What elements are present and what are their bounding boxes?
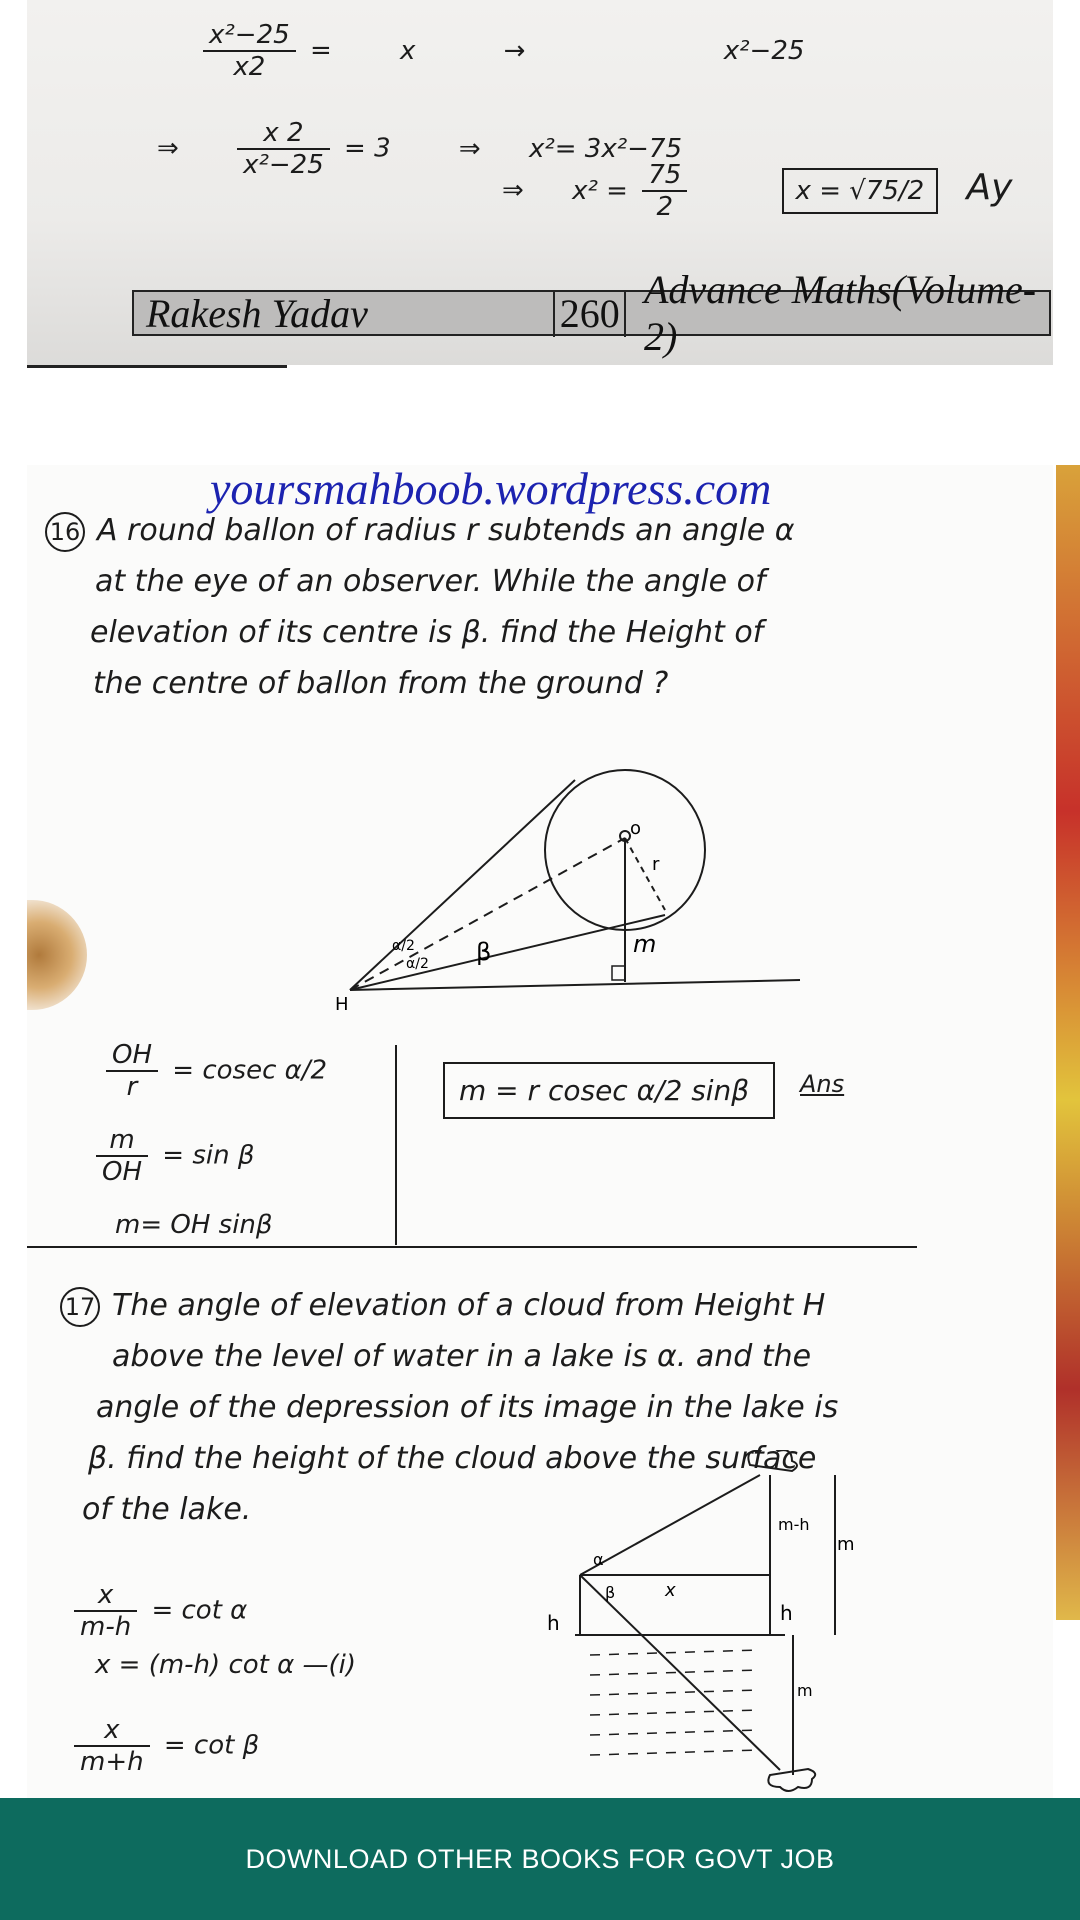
- q17-work-line-3: [68, 1715, 259, 1777]
- fraction: [642, 160, 687, 222]
- label-alpha-half-2: α/2: [406, 956, 429, 972]
- label-o: o: [630, 818, 642, 839]
- ground-line: [350, 980, 800, 990]
- question-17-line-1: [60, 1280, 910, 1331]
- fraction-denominator: 2: [656, 192, 673, 222]
- label-x: x: [665, 1580, 676, 1601]
- background-fabric-strip: [1056, 465, 1080, 1620]
- fraction-numerator: x²−25: [203, 20, 296, 52]
- tail-term: x²−25: [723, 35, 805, 66]
- label-h-right: h: [780, 1601, 793, 1625]
- question-text: above the level of water in a lake is α. and the: [112, 1339, 812, 1374]
- fraction-numerator: x 2: [237, 118, 330, 150]
- equation-row-1: [197, 20, 804, 82]
- label-beta: β: [605, 1583, 616, 1602]
- label-beta: β: [476, 938, 492, 966]
- label-m: m: [837, 1534, 855, 1555]
- balloon-diagram: [330, 760, 810, 1020]
- cloud-image-icon: [768, 1769, 815, 1791]
- scan-edge-line: [27, 365, 287, 374]
- q16-work-line-3: m= OH sinβ: [115, 1210, 273, 1240]
- question-text: at the eye of an observer. While the angle of: [95, 564, 766, 599]
- answer-mark: Ay: [966, 166, 1013, 208]
- tangent-upper: [350, 780, 575, 990]
- label-h-left: h: [547, 1611, 560, 1635]
- question-text: The angle of elevation of a cloud from Height H: [112, 1288, 826, 1323]
- fraction: [74, 1580, 137, 1642]
- fraction: [237, 118, 330, 180]
- fraction-denominator: x²−25: [243, 150, 324, 180]
- download-books-button[interactable]: [0, 1798, 1080, 1920]
- q16-work-line-1: [100, 1040, 327, 1102]
- water-hatching: [590, 1650, 760, 1755]
- question-text: elevation of its centre is β. find the Height of: [90, 615, 764, 650]
- q16-work-line-2: [90, 1125, 254, 1187]
- implies-arrow: ⇒: [502, 175, 524, 206]
- previous-page-scan: [27, 0, 1053, 365]
- answer-label: Ans: [800, 1070, 845, 1098]
- fraction-numerator: m: [96, 1125, 148, 1157]
- implies-arrow: ⇒: [458, 133, 481, 164]
- equation-row-3: [502, 160, 1012, 222]
- label-alpha: α: [593, 1550, 604, 1569]
- question-text: angle of the depression of its image in the lake is: [96, 1390, 839, 1425]
- book-title: Advance Maths(Volume-2): [644, 267, 1037, 359]
- label-alpha-half-1: α/2: [392, 938, 415, 954]
- fraction-numerator: x: [74, 1580, 137, 1612]
- label-h: H: [335, 994, 349, 1015]
- depression-line: [580, 1575, 780, 1770]
- rhs-term: = cosec α/2: [172, 1055, 328, 1086]
- arrow: →: [503, 35, 526, 66]
- author-name: Rakesh Yadav: [146, 290, 368, 336]
- cloud-icon: [748, 1450, 797, 1471]
- fraction-numerator: OH: [106, 1040, 158, 1072]
- fraction: [106, 1040, 158, 1102]
- horizontal-divider: [27, 1246, 917, 1248]
- question-text: A round ballon of radius r subtends an angle α: [97, 513, 795, 548]
- label-m: m: [633, 930, 657, 958]
- question-16-line-1: [45, 505, 865, 556]
- fraction-denominator: m+h: [80, 1747, 144, 1777]
- fraction-denominator: x2: [233, 52, 266, 82]
- q17-work-line-2: x = (m-h) cot α —(i): [95, 1650, 357, 1680]
- fraction: [74, 1715, 150, 1777]
- equals-sign: =: [309, 35, 332, 66]
- question-number: 17: [60, 1287, 100, 1327]
- fraction-numerator: 75: [642, 160, 687, 192]
- fraction-numerator: x: [74, 1715, 150, 1747]
- answer-box: m = r cosec α/2 sinβ: [443, 1062, 775, 1119]
- fraction-denominator: m-h: [80, 1612, 132, 1642]
- q17-work-line-1: [68, 1580, 247, 1642]
- page-number: 260: [553, 290, 626, 337]
- lhs-term: x² =: [572, 175, 628, 206]
- boxed-result: x = √75/2: [782, 168, 939, 214]
- rhs-term: = sin β: [162, 1140, 255, 1171]
- fraction-denominator: OH: [102, 1157, 143, 1187]
- fraction: [96, 1125, 148, 1187]
- book-footer-band: [132, 267, 1051, 359]
- label-m-minus-h: m-h: [778, 1515, 810, 1534]
- question-text: the centre of ballon from the ground ?: [93, 666, 669, 701]
- fraction-denominator: r: [126, 1072, 138, 1102]
- elevation-line: [580, 1475, 760, 1575]
- implies-arrow: ⇒: [157, 133, 179, 164]
- right-angle-mark: [612, 966, 625, 980]
- rhs-term: = cot β: [163, 1730, 260, 1761]
- label-m-image: m: [797, 1681, 813, 1700]
- download-button-label: DOWNLOAD OTHER BOOKS FOR GOVT JOB: [245, 1843, 835, 1874]
- rhs-equation: x²= 3x²−75: [528, 133, 683, 164]
- label-r: r: [652, 854, 660, 875]
- watermark-url: yoursmahboob.wordpress.com: [210, 463, 772, 514]
- question-16: [45, 505, 865, 709]
- equals-value: = 3: [344, 133, 391, 164]
- fraction: [203, 20, 296, 82]
- cloud-lake-diagram: [545, 1450, 865, 1795]
- question-text: of the lake.: [82, 1492, 252, 1527]
- vertical-divider: [395, 1045, 397, 1245]
- question-text: β. find the height of the cloud above the surface: [88, 1441, 817, 1476]
- rhs-term: = cot α: [151, 1595, 248, 1626]
- question-number: 16: [45, 512, 85, 552]
- rhs-term: x: [400, 35, 416, 66]
